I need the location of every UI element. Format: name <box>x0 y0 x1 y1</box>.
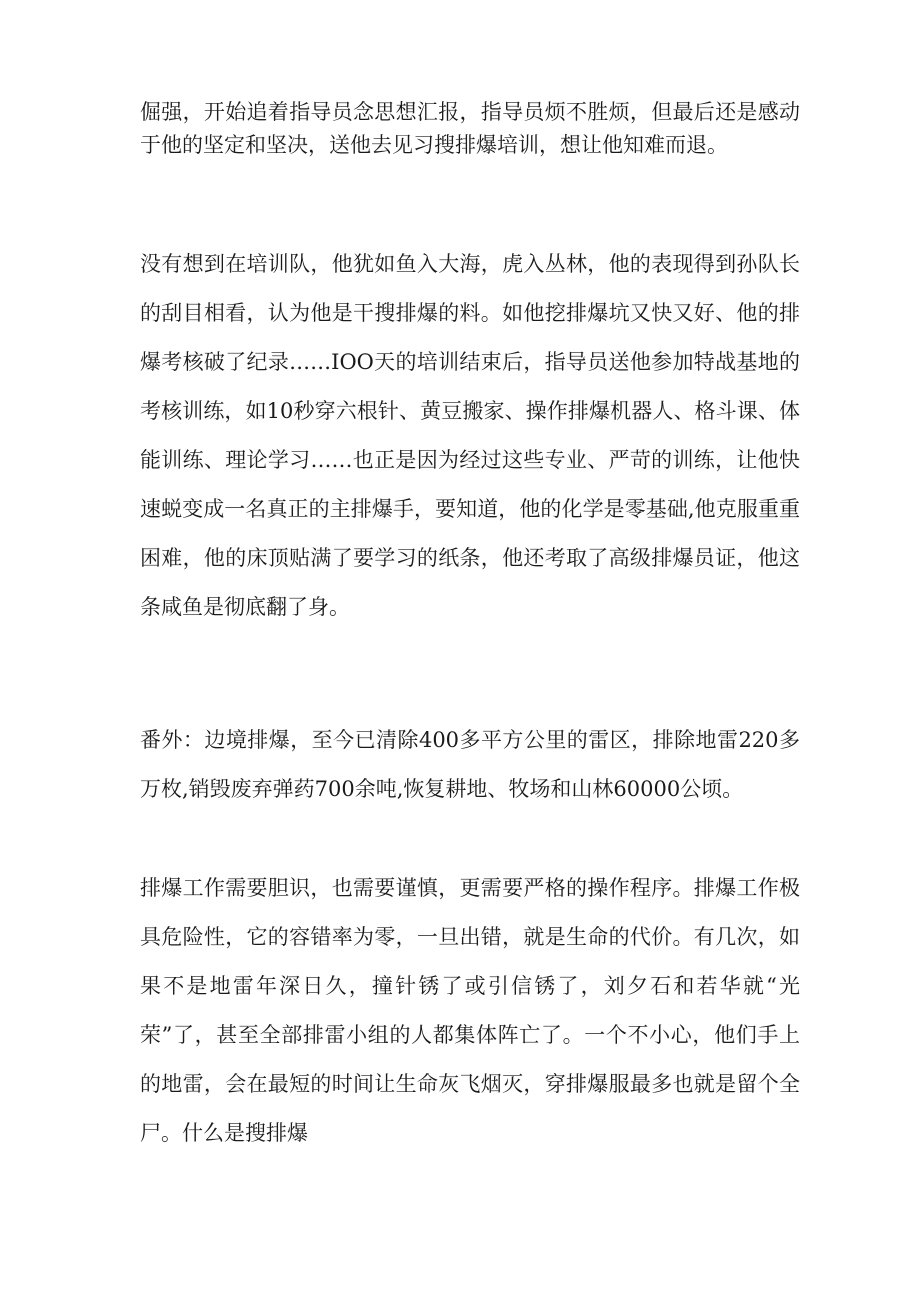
paragraph-training-assignment: 倔强，开始追着指导员念思想汇报，指导员烦不胜烦，但最后还是感动于他的坚定和坚决，送他去见习搜排爆培训，想让他知难而退。 <box>140 100 800 157</box>
paragraph-demining-danger: 排爆工作需要胆识，也需要谨慎，更需要严格的操作程序。排爆工作极具危险性，它的容错率为零，一旦出错，就是生命的代价。有几次，如果不是地雷年深日久，撞针锈了或引信锈了，刘夕石和若华就“光荣”了，甚至全部排雷小组的人都集体阵亡了。一个不小心，他们手上的地雷，会在最短的时间让生命灰飞烟灭，穿排爆服最多也就是留个全尸。什么是搜排爆 <box>140 876 800 1145</box>
paragraph-border-demining-extra: 番外：边境排爆，至今已清除400多平方公里的雷区，排除地雷220多万枚,销毁废弃弹药700余吨,恢复耕地、牧场和山林60000公顷。 <box>140 728 800 801</box>
paragraph-training-performance: 没有想到在培训队，他犹如鱼入大海，虎入丛林，他的表现得到孙队长的刮目相看，认为他是干搜排爆的料。如他挖排爆坑又快又好、他的排爆考核破了纪录……IOO天的培训结束后，指导员送他参加特战基地的考核训练，如10秒穿六根针、黄豆搬家、操作排爆机器人、格斗课、体能训练、理论学习……也正是因为经过这些专业、严苛的训练，让他快速蜕变成一名真正的主排爆手，要知道，他的化学是零基础,他克服重重困难，他的床顶贴满了要学习的纸条，他还考取了高级排爆员证，他这条咸鱼是彻底翻了身。 <box>140 252 800 619</box>
